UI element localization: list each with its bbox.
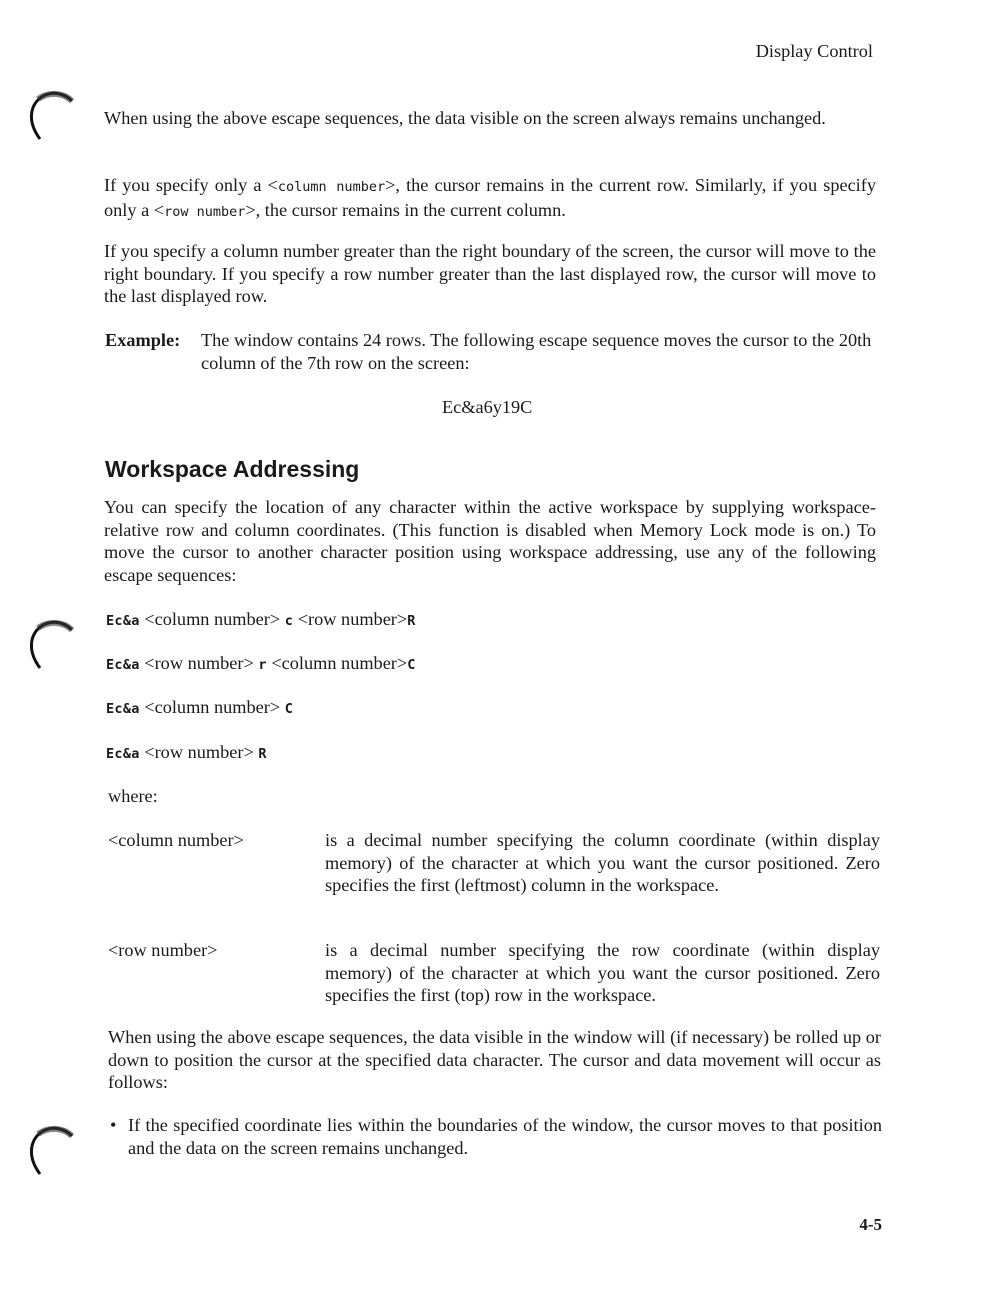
sequence-arg1: <row number>: [139, 653, 259, 673]
definition-text: is a decimal number specifying the row coordinate (within display memory) of the character at which you want the cursor positioned. Zero specifies the first (top) row in the workspace.: [325, 940, 880, 1005]
where-label: where:: [108, 786, 158, 806]
definition-text: is a decimal number specifying the column coordinate (within display memory) of the character at which you want the cursor positioned. Zero specifies the first (leftmost) column in the workspace.: [325, 830, 880, 895]
paragraph-rolled: When using the above escape sequences, the data visible in the window will (if necessary) be rolled up or down to position the cursor at the specified data character. The cursor and data movement will occur as follows:: [108, 1027, 881, 1092]
sequence-sep: c: [284, 613, 294, 629]
sequence-arg1: <column number>: [139, 697, 285, 717]
sequence-arg1: <row number>: [139, 742, 259, 762]
section-intro: You can specify the location of any character within the active workspace by supplying workspace-relative row and column coordinates. (This function is disabled when Memory Lock mode is on.) To move the cursor to another character position using workspace addressing, use any of the following escape sequences:: [104, 497, 876, 585]
hole-punch-mark: [28, 612, 78, 682]
text: If you specify only a <: [104, 175, 278, 195]
example-text: The window contains 24 rows. The following escape sequence moves the cursor to the 20th column of the 7th row on the screen:: [201, 330, 872, 373]
sequence-prefix: Ec&a: [106, 613, 140, 629]
bullet-marker: •: [110, 1115, 117, 1135]
escape-sequence: [106, 608, 416, 633]
sequence-arg2: <column number>: [266, 653, 408, 673]
example-code: Ec&a6y19C: [442, 397, 533, 417]
escape-sequence: [106, 652, 416, 677]
sequence-prefix: Ec&a: [106, 657, 140, 673]
code-term: column number: [277, 179, 386, 195]
hole-punch-mark: [28, 83, 78, 153]
escape-sequence: [106, 696, 293, 721]
running-header: Display Control: [755, 41, 873, 61]
definition-term: <row number>: [108, 940, 218, 960]
paragraph-unchanged: When using the above escape sequences, the data visible on the screen always remains unchanged.: [104, 108, 826, 128]
text: >, the cursor remains in the current column.: [245, 199, 566, 220]
sequence-arg2: <row number>: [293, 609, 408, 629]
page-number: 4-5: [859, 1215, 882, 1234]
sequence-suffix: C: [284, 701, 294, 717]
hole-punch-mark: [28, 1118, 78, 1188]
bullet-item: If the specified coordinate lies within the boundaries of the window, the cursor moves to that position and the data on the screen remains unchanged.: [128, 1115, 882, 1158]
paragraph-boundary: If you specify a column number greater than the right boundary of the screen, the cursor will move to the right boundary. If you specify a row number greater than the last displayed row, the cursor will move to the last displayed row.: [104, 241, 876, 306]
sequence-prefix: Ec&a: [106, 746, 140, 762]
definition-term: <column number>: [108, 830, 244, 850]
escape-sequence: [106, 741, 267, 766]
sequence-sep: r: [258, 657, 267, 673]
section-heading: Workspace Addressing: [105, 456, 360, 482]
text: >, the cursor remains in the current row. Similarly, if you specify only a <: [104, 175, 876, 220]
paragraph-specify-only: [104, 174, 876, 223]
sequence-arg1: <column number>: [139, 609, 285, 629]
sequence-suffix: R: [258, 746, 267, 762]
sequence-prefix: Ec&a: [106, 701, 140, 717]
example-label: Example:: [105, 330, 181, 350]
sequence-suffix: R: [407, 613, 416, 629]
code-term: row number: [164, 203, 246, 220]
sequence-suffix: C: [407, 657, 416, 673]
